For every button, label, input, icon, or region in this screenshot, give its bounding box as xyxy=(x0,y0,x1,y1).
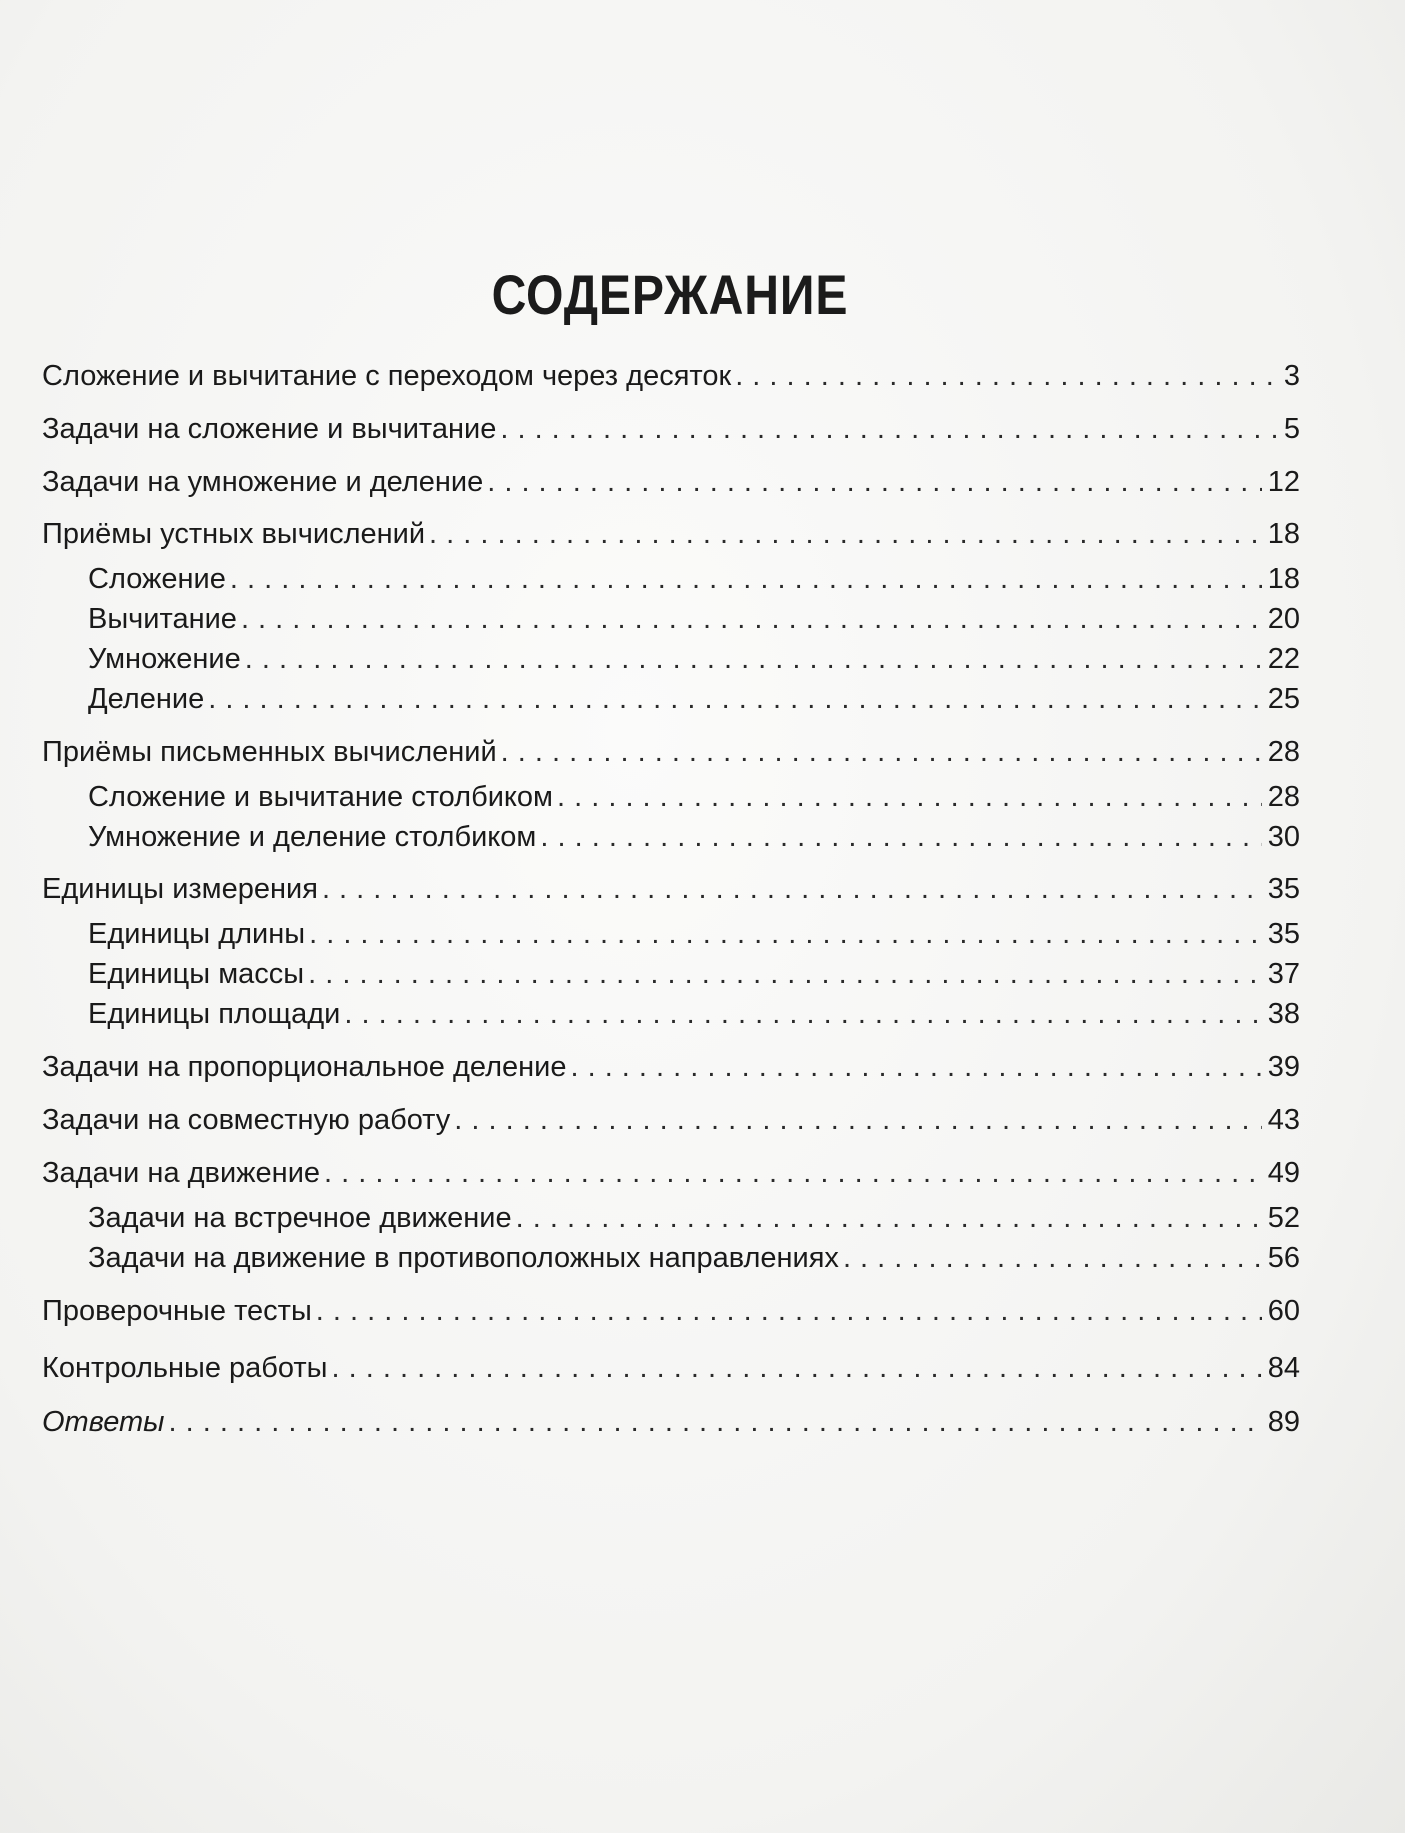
toc-entry-page-number: 18 xyxy=(1267,563,1300,595)
toc-entry-title: Приёмы письменных вычислений xyxy=(42,736,497,768)
dot-leader xyxy=(429,516,1262,552)
dot-leader xyxy=(208,681,1262,717)
toc-entry-title: Сложение и вычитание столбиком xyxy=(88,781,553,813)
toc-entry-page-number: 38 xyxy=(1267,998,1300,1030)
toc-entry-page-number: 30 xyxy=(1267,821,1300,853)
toc-entry-title: Сложение и вычитание с переходом через десяток xyxy=(42,360,732,392)
toc-entry-page-number: 28 xyxy=(1267,736,1300,768)
toc-entry xyxy=(88,601,1300,637)
dot-leader xyxy=(501,734,1262,770)
dot-leader xyxy=(843,1240,1262,1276)
toc-entry-page-number: 12 xyxy=(1267,466,1300,498)
toc-entry-title: Умножение xyxy=(88,643,241,675)
toc-entry xyxy=(88,956,1300,992)
toc-entry-title: Деление xyxy=(88,683,205,715)
toc-entry xyxy=(88,819,1300,855)
toc-entry xyxy=(42,411,1300,447)
toc-entry-title: Проверочные тесты xyxy=(42,1295,312,1327)
toc-entry xyxy=(88,641,1300,677)
toc-entry xyxy=(42,1049,1300,1085)
dot-leader xyxy=(169,1404,1262,1440)
toc-entry xyxy=(42,358,1300,394)
dot-leader xyxy=(309,916,1262,952)
toc-entry xyxy=(42,516,1300,552)
toc-entry xyxy=(88,1240,1300,1276)
dot-leader xyxy=(324,1155,1262,1191)
toc-entry-page-number: 18 xyxy=(1267,518,1300,550)
toc-entry-title: Контрольные работы xyxy=(42,1352,328,1384)
toc-entry xyxy=(88,561,1300,597)
toc-entry-page-number: 39 xyxy=(1267,1051,1300,1083)
toc-entry-title: Приёмы устных вычислений xyxy=(42,518,426,550)
dot-leader xyxy=(487,464,1262,500)
toc-entry-title: Задачи на движение в противоположных направлениях xyxy=(88,1242,839,1274)
dot-leader xyxy=(322,871,1262,907)
toc-entry xyxy=(42,1404,1300,1440)
toc-entry-page-number: 89 xyxy=(1267,1406,1300,1438)
toc-entry xyxy=(88,916,1300,952)
toc-entry-page-number: 49 xyxy=(1267,1157,1300,1189)
dot-leader xyxy=(332,1350,1262,1386)
toc-entry-title: Задачи на сложение и вычитание xyxy=(42,413,497,445)
toc-entry xyxy=(42,464,1300,500)
toc-entry-page-number: 84 xyxy=(1267,1352,1300,1384)
toc-entry xyxy=(88,1200,1300,1236)
toc-entry xyxy=(42,1293,1300,1329)
toc-entry-title: Задачи на умножение и деление xyxy=(42,466,484,498)
toc-entry-title: Задачи на движение xyxy=(42,1157,321,1189)
dot-leader xyxy=(570,1049,1261,1085)
toc-entry-page-number: 35 xyxy=(1267,873,1300,905)
toc-entry-title: Единицы массы xyxy=(88,958,305,990)
toc-entry xyxy=(88,681,1300,717)
toc-entry-page-number: 35 xyxy=(1267,918,1300,950)
toc-entry-title: Задачи на встречное движение xyxy=(88,1202,512,1234)
page-title: СОДЕРЖАНИЕ xyxy=(491,263,849,326)
toc-entry-page-number: 52 xyxy=(1267,1202,1300,1234)
toc-entry-page-number: 5 xyxy=(1283,413,1300,445)
dot-leader xyxy=(316,1293,1262,1329)
dot-leader xyxy=(540,819,1261,855)
toc-entry xyxy=(42,734,1300,770)
toc-entry-page-number: 43 xyxy=(1267,1104,1300,1136)
toc-entry-title: Вычитание xyxy=(88,603,237,635)
dot-leader xyxy=(454,1102,1261,1138)
toc-entry-title: Единицы длины xyxy=(88,918,306,950)
toc-entry-title: Умножение и деление столбиком xyxy=(88,821,537,853)
toc-entry-page-number: 25 xyxy=(1267,683,1300,715)
dot-leader xyxy=(557,779,1262,815)
toc-entry xyxy=(88,779,1300,815)
dot-leader xyxy=(245,641,1262,677)
dot-leader xyxy=(516,1200,1262,1236)
toc-entry-page-number: 28 xyxy=(1267,781,1300,813)
toc-entry xyxy=(42,871,1300,907)
toc-entry-page-number: 60 xyxy=(1267,1295,1300,1327)
toc-entry-title: Задачи на совместную работу xyxy=(42,1104,451,1136)
toc-entry-page-number: 3 xyxy=(1283,360,1300,392)
toc-entry-title: Единицы площади xyxy=(88,998,341,1030)
toc-entry-page-number: 37 xyxy=(1267,958,1300,990)
toc-entry-title: Задачи на пропорциональное деление xyxy=(42,1051,567,1083)
toc-entry-title: Сложение xyxy=(88,563,226,595)
toc-entry-page-number: 56 xyxy=(1267,1242,1300,1274)
dot-leader xyxy=(230,561,1262,597)
dot-leader xyxy=(241,601,1262,637)
dot-leader xyxy=(308,956,1262,992)
toc-entry-page-number: 22 xyxy=(1267,643,1300,675)
dot-leader xyxy=(735,358,1278,394)
dot-leader xyxy=(344,996,1261,1032)
toc-entry-title: Единицы измерения xyxy=(42,873,318,905)
toc-entry xyxy=(88,996,1300,1032)
toc-entry xyxy=(42,1155,1300,1191)
toc-entry xyxy=(42,1350,1300,1386)
dot-leader xyxy=(500,411,1278,447)
toc-entry-page-number: 20 xyxy=(1267,603,1300,635)
toc-entry xyxy=(42,1102,1300,1138)
toc-entry-title: Ответы xyxy=(42,1406,165,1438)
